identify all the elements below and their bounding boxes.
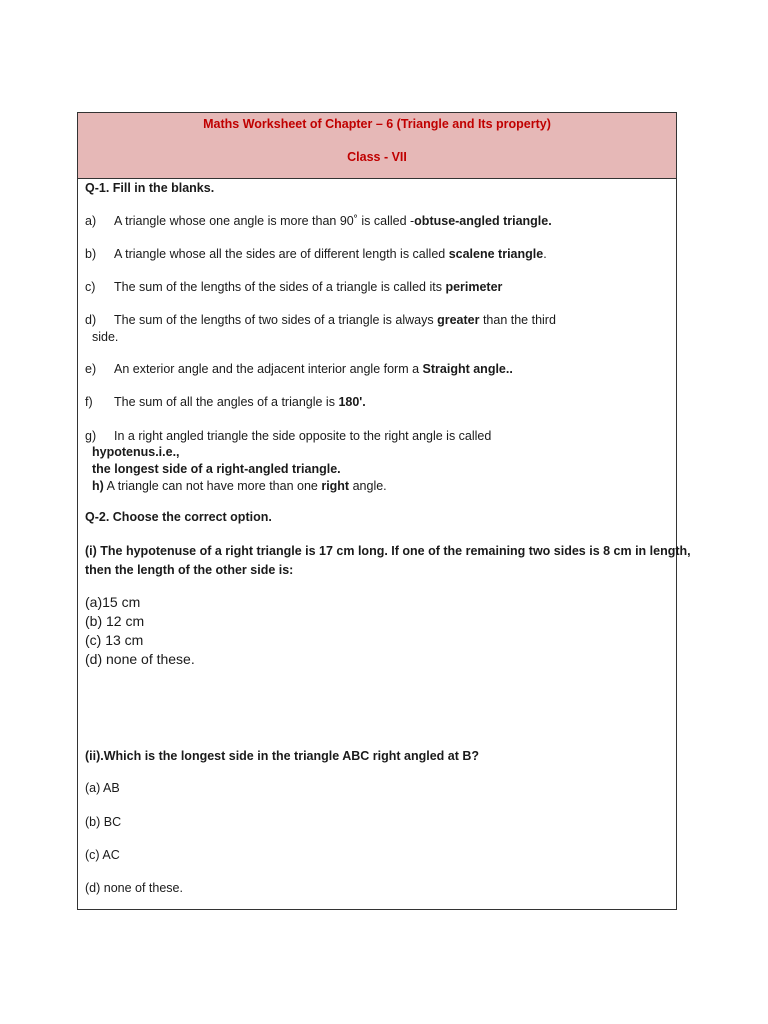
q1-item-b: b) A triangle whose all the sides are of different length is called scalene triangle. [85, 247, 547, 261]
q1-item-d-continued: side. [92, 330, 119, 344]
worksheet-title: Maths Worksheet of Chapter – 6 (Triangle and Its property) [203, 117, 551, 131]
q2-i-option-d: (d) none of these. [85, 651, 195, 667]
worksheet [77, 112, 691, 910]
q2-i-question-line2: then the length of the other side is: [85, 563, 294, 577]
q1-item-d: d) The sum of the lengths of two sides of a triangle is always greater than the third [85, 313, 556, 327]
q2-ii-option-d: (d) none of these. [85, 881, 183, 895]
worksheet-header [78, 113, 676, 179]
class-label: Class - VII [347, 150, 407, 164]
q2-heading: Q-2. Choose the correct option. [85, 510, 272, 524]
q2-i-option-b: (b) 12 cm [85, 613, 145, 629]
q1-item-f: f) The sum of all the angles of a triangle is 180'. [85, 395, 366, 409]
q1-item-g-answer: hypotenus.i.e., [92, 445, 180, 459]
q2-ii-question: (ii).Which is the longest side in the triangle ABC right angled at B? [85, 749, 480, 763]
q1-item-g-answer-cont: the longest side of a right-angled triangle. [92, 462, 341, 476]
q1-item-c: c) The sum of the lengths of the sides of a triangle is called its perimeter [85, 280, 503, 294]
q2-ii-option-c: (c) AC [85, 848, 120, 862]
q2-i-option-a: (a)15 cm [85, 594, 141, 610]
q2-ii-option-a: (a) AB [85, 781, 120, 795]
worksheet-body [78, 179, 691, 909]
q1-item-h: h) A triangle can not have more than one right angle. [92, 479, 387, 493]
q1-item-e: e) An exterior angle and the adjacent interior angle form a Straight angle.. [85, 362, 513, 376]
q2-ii-option-b: (b) BC [85, 815, 122, 829]
q2-i-option-c: (c) 13 cm [85, 632, 144, 648]
q1-heading: Q-1. Fill in the blanks. [85, 181, 215, 195]
q1-item-a: a) A triangle whose one angle is more than 90˚ is called -obtuse-angled triangle. [85, 214, 552, 228]
q1-item-g: g) In a right angled triangle the side opposite to the right angle is called [85, 429, 492, 443]
q2-i-question-line1: (i) The hypotenuse of a right triangle is 17 cm long. If one of the remaining two sides is 8 cm in length, [85, 544, 691, 558]
